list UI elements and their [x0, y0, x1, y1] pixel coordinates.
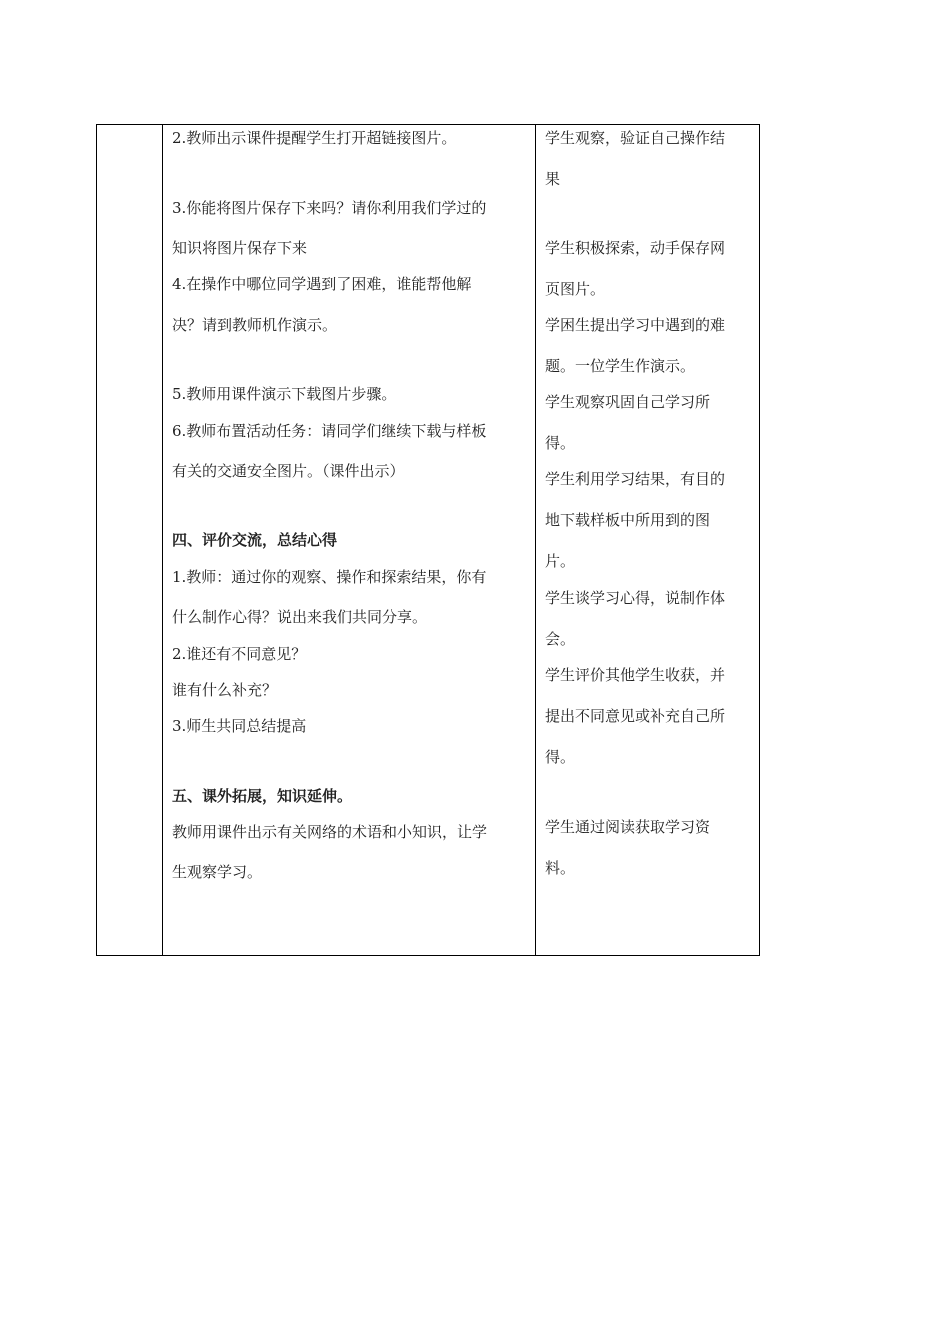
teacher-line: 知识将图片保存下来 — [172, 239, 308, 257]
student-line: 料。 — [545, 859, 576, 877]
student-line: 得。 — [545, 748, 576, 766]
section-heading-5: 五、课外拓展，知识延伸。 — [172, 787, 353, 805]
column-divider-1 — [162, 125, 163, 955]
student-line: 题。一位学生作演示。 — [545, 357, 696, 375]
teacher-line: 3.师生共同总结提高 — [172, 717, 307, 735]
teacher-line: 有关的交通安全图片。（课件出示） — [172, 462, 405, 480]
student-line: 学生积极探索，动手保存网 — [545, 239, 726, 257]
teacher-line: 教师用课件出示有关网络的术语和小知识，让学 — [172, 823, 488, 841]
student-line: 页图片。 — [545, 280, 606, 298]
section-heading-4: 四、评价交流，总结心得 — [172, 531, 338, 549]
student-line: 学生观察，验证自己操作结 — [545, 129, 726, 147]
student-line: 果 — [545, 170, 561, 188]
teacher-line: 2.谁还有不同意见？ — [172, 645, 307, 663]
teacher-line: 3.你能将图片保存下来吗？请你利用我们学过的 — [172, 199, 487, 217]
student-line: 地下载样板中所用到的图 — [545, 511, 711, 529]
student-line: 片。 — [545, 552, 576, 570]
student-line: 学生观察巩固自己学习所 — [545, 393, 711, 411]
student-line: 会。 — [545, 630, 576, 648]
student-line: 学生谈学习心得，说制作体 — [545, 589, 726, 607]
student-line: 学生利用学习结果，有目的 — [545, 470, 726, 488]
teacher-line: 4.在操作中哪位同学遇到了困难，谁能帮他解 — [172, 275, 472, 293]
teacher-line: 2.教师出示课件提醒学生打开超链接图片。 — [172, 129, 457, 147]
student-line: 学生通过阅读获取学习资 — [545, 818, 711, 836]
teacher-line: 决？请到教师机作演示。 — [172, 316, 338, 334]
student-line: 提出不同意见或补充自己所 — [545, 707, 726, 725]
teacher-line: 谁有什么补充？ — [172, 681, 278, 699]
teacher-line: 1.教师：通过你的观察、操作和探索结果，你有 — [172, 568, 487, 586]
teacher-line: 生观察学习。 — [172, 863, 263, 881]
teacher-line: 6.教师布置活动任务：请同学们继续下载与样板 — [172, 422, 487, 440]
teacher-line: 什么制作心得？说出来我们共同分享。 — [172, 608, 428, 626]
student-line: 得。 — [545, 434, 576, 452]
student-line: 学生评价其他学生收获，并 — [545, 666, 726, 684]
column-divider-2 — [535, 125, 536, 955]
student-line: 学困生提出学习中遇到的难 — [545, 316, 726, 334]
teacher-line: 5.教师用课件演示下载图片步骤。 — [172, 385, 397, 403]
